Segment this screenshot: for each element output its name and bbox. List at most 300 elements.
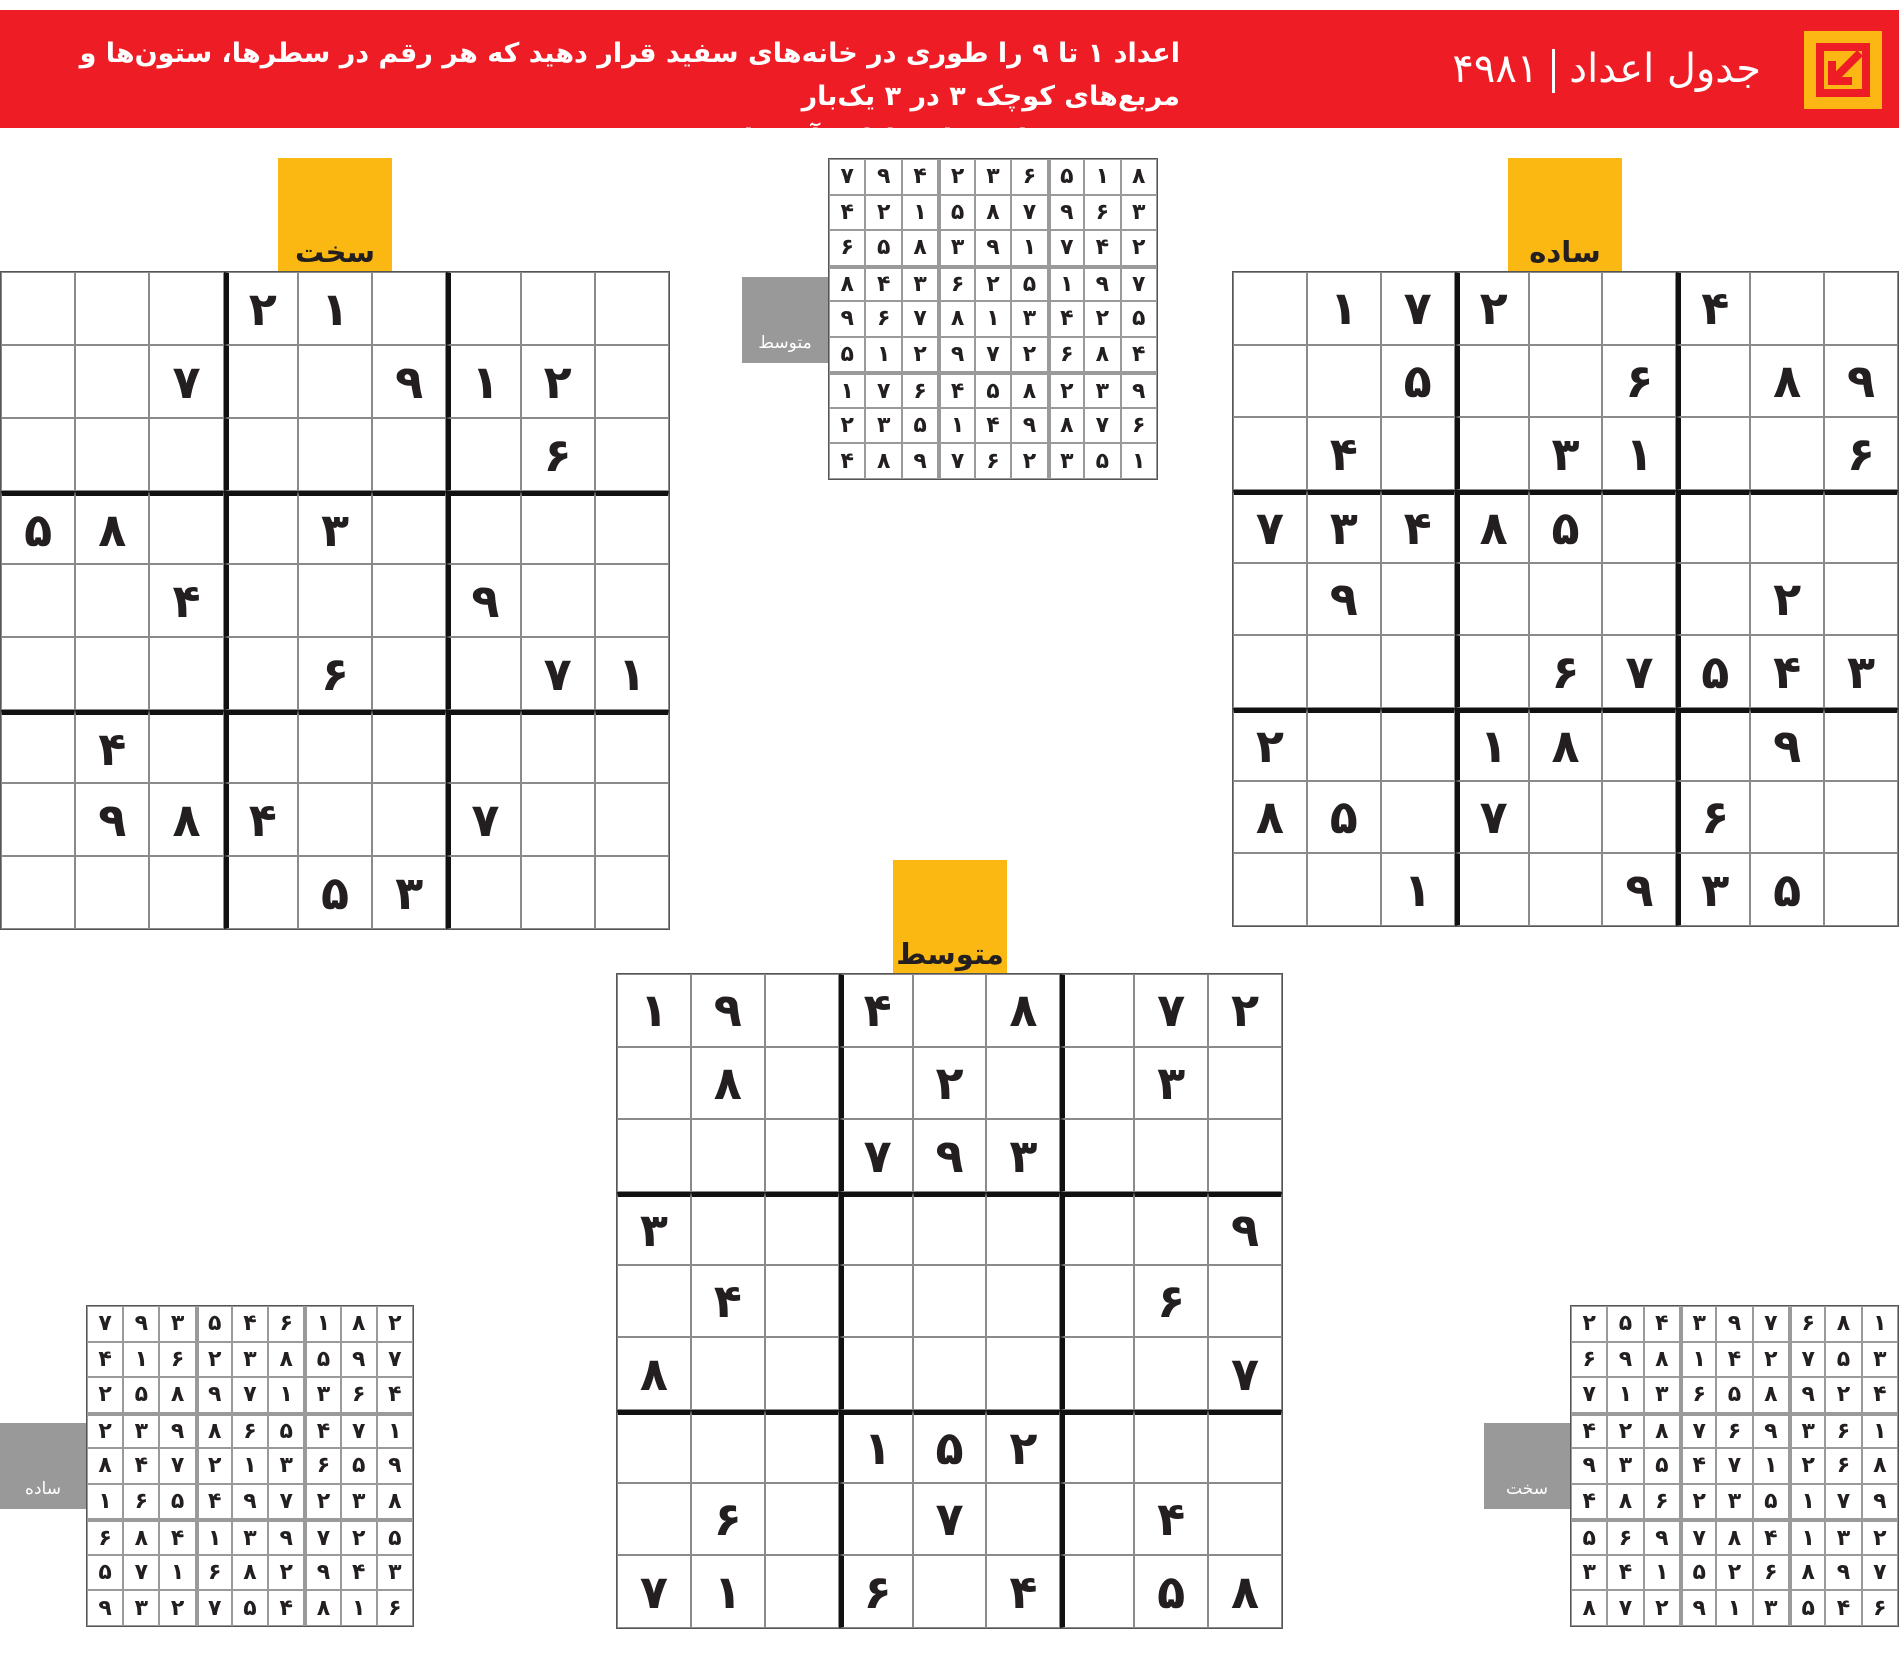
grid-cell: ۹ <box>1571 1448 1607 1484</box>
grid-cell <box>1060 1119 1134 1192</box>
medium-answer-label: متوسط <box>742 277 828 363</box>
grid-cell: ۶ <box>123 1484 159 1520</box>
grid-cell: ۲ <box>829 408 865 444</box>
grid-cell: ۶ <box>902 372 938 408</box>
grid-cell: ۳ <box>902 266 938 302</box>
grid-cell <box>913 1337 987 1410</box>
grid-cell <box>521 856 595 929</box>
grid-cell <box>1233 853 1307 926</box>
grid-cell: ۹ <box>232 1484 268 1520</box>
grid-cell: ۸ <box>986 974 1060 1047</box>
grid-cell: ۲ <box>1011 443 1047 479</box>
grid-cell: ۵ <box>1571 1519 1607 1555</box>
grid-cell: ۱ <box>839 1410 913 1483</box>
grid-cell <box>372 491 446 564</box>
easy-answer-label: ساده <box>0 1423 86 1509</box>
grid-cell <box>1307 853 1381 926</box>
grid-cell <box>298 345 372 418</box>
grid-cell: ۷ <box>268 1484 304 1520</box>
grid-cell: ۹ <box>1602 853 1676 926</box>
grid-cell <box>1824 272 1898 345</box>
grid-cell: ۹ <box>1208 1192 1282 1265</box>
grid-cell: ۷ <box>446 783 520 856</box>
grid-cell: ۳ <box>1716 1484 1752 1520</box>
grid-cell <box>521 491 595 564</box>
grid-cell <box>372 637 446 710</box>
grid-cell: ۷ <box>1048 230 1084 266</box>
grid-cell: ۴ <box>1644 1306 1680 1342</box>
grid-cell <box>1455 417 1529 490</box>
grid-cell: ۷ <box>829 159 865 195</box>
grid-cell: ۸ <box>75 491 149 564</box>
grid-cell: ۳ <box>1824 635 1898 708</box>
arrow-down-left-icon <box>1804 31 1882 109</box>
grid-cell <box>298 418 372 491</box>
grid-cell: ۹ <box>87 1590 123 1626</box>
grid-cell <box>691 1410 765 1483</box>
grid-cell: ۷ <box>341 1413 377 1449</box>
grid-cell: ۲ <box>1208 974 1282 1047</box>
grid-cell: ۷ <box>1134 974 1208 1047</box>
grid-cell: ۷ <box>149 345 223 418</box>
grid-cell: ۸ <box>123 1519 159 1555</box>
grid-cell <box>1529 781 1603 854</box>
grid-cell <box>1381 781 1455 854</box>
grid-cell <box>1208 1265 1282 1338</box>
grid-cell: ۷ <box>1602 635 1676 708</box>
grid-cell: ۹ <box>372 345 446 418</box>
grid-cell: ۷ <box>1680 1413 1716 1449</box>
section-title <box>1452 44 1761 94</box>
grid-cell: ۲ <box>87 1377 123 1413</box>
grid-cell: ۵ <box>1 491 75 564</box>
grid-cell <box>1602 563 1676 636</box>
grid-cell <box>617 1119 691 1192</box>
grid-cell: ۵ <box>902 408 938 444</box>
grid-cell: ۹ <box>1862 1484 1898 1520</box>
grid-cell <box>1060 1410 1134 1483</box>
grid-cell: ۲ <box>1750 563 1824 636</box>
grid-cell: ۶ <box>1825 1413 1861 1449</box>
grid-cell: ۷ <box>1680 1519 1716 1555</box>
hard-answer-label: سخت <box>1484 1423 1570 1509</box>
grid-cell <box>617 1265 691 1338</box>
grid-cell: ۱ <box>1789 1519 1825 1555</box>
grid-cell <box>691 1119 765 1192</box>
grid-cell <box>224 418 298 491</box>
grid-cell: ۹ <box>1644 1519 1680 1555</box>
title-divider <box>1552 49 1555 93</box>
grid-cell <box>521 710 595 783</box>
grid-cell: ۳ <box>232 1342 268 1378</box>
grid-cell: ۱ <box>1602 417 1676 490</box>
grid-cell: ۷ <box>159 1448 195 1484</box>
grid-cell: ۴ <box>986 1555 1060 1628</box>
grid-cell: ۷ <box>1716 1448 1752 1484</box>
grid-cell: ۷ <box>1607 1590 1643 1626</box>
grid-cell: ۹ <box>159 1413 195 1449</box>
grid-cell: ۷ <box>865 372 901 408</box>
grid-cell: ۸ <box>1862 1448 1898 1484</box>
grid-cell <box>1381 417 1455 490</box>
grid-cell: ۷ <box>1789 1342 1825 1378</box>
grid-cell: ۵ <box>865 230 901 266</box>
grid-cell: ۹ <box>1011 408 1047 444</box>
grid-cell: ۵ <box>123 1377 159 1413</box>
grid-cell: ۹ <box>902 443 938 479</box>
grid-cell: ۸ <box>829 266 865 302</box>
grid-cell <box>595 856 669 929</box>
grid-cell: ۳ <box>865 408 901 444</box>
grid-cell: ۶ <box>377 1590 413 1626</box>
grid-cell: ۹ <box>1825 1555 1861 1591</box>
grid-cell <box>839 1483 913 1556</box>
grid-cell <box>1381 563 1455 636</box>
grid-cell <box>1602 490 1676 563</box>
grid-cell: ۵ <box>196 1306 232 1342</box>
grid-cell: ۳ <box>1011 301 1047 337</box>
grid-cell <box>595 345 669 418</box>
grid-cell: ۹ <box>304 1555 340 1591</box>
grid-cell: ۷ <box>232 1377 268 1413</box>
grid-cell: ۶ <box>1529 635 1603 708</box>
grid-cell: ۵ <box>304 1342 340 1378</box>
grid-cell: ۶ <box>196 1555 232 1591</box>
grid-cell: ۱ <box>1753 1448 1789 1484</box>
grid-cell <box>839 1337 913 1410</box>
grid-cell <box>1060 1483 1134 1556</box>
grid-cell: ۵ <box>1381 345 1455 418</box>
grid-cell: ۲ <box>521 345 595 418</box>
grid-cell <box>224 637 298 710</box>
grid-cell: ۳ <box>1084 372 1120 408</box>
grid-cell: ۳ <box>304 1377 340 1413</box>
grid-cell: ۶ <box>691 1483 765 1556</box>
grid-cell <box>75 272 149 345</box>
grid-cell: ۶ <box>1789 1306 1825 1342</box>
grid-cell <box>1824 490 1898 563</box>
grid-cell <box>839 1265 913 1338</box>
grid-cell: ۴ <box>123 1448 159 1484</box>
grid-cell: ۱ <box>298 272 372 345</box>
grid-cell: ۶ <box>341 1377 377 1413</box>
grid-cell <box>1676 490 1750 563</box>
grid-cell <box>1529 272 1603 345</box>
grid-cell: ۷ <box>123 1555 159 1591</box>
grid-cell: ۶ <box>1716 1413 1752 1449</box>
grid-cell: ۴ <box>865 266 901 302</box>
grid-cell: ۲ <box>87 1413 123 1449</box>
grid-cell <box>1 564 75 637</box>
grid-cell: ۱ <box>196 1519 232 1555</box>
grid-cell <box>521 272 595 345</box>
grid-cell: ۲ <box>224 272 298 345</box>
grid-cell: ۶ <box>1084 195 1120 231</box>
grid-cell <box>1455 563 1529 636</box>
grid-cell <box>1750 272 1824 345</box>
grid-cell: ۳ <box>1571 1555 1607 1591</box>
grid-cell: ۵ <box>298 856 372 929</box>
grid-cell <box>149 272 223 345</box>
grid-cell: ۶ <box>839 1555 913 1628</box>
grid-cell: ۶ <box>1862 1590 1898 1626</box>
grid-cell: ۶ <box>159 1342 195 1378</box>
grid-cell <box>224 856 298 929</box>
grid-cell <box>765 1265 839 1338</box>
grid-cell <box>617 1047 691 1120</box>
grid-cell: ۳ <box>1307 490 1381 563</box>
grid-cell <box>1 345 75 418</box>
grid-cell <box>372 418 446 491</box>
grid-cell: ۸ <box>1644 1413 1680 1449</box>
grid-cell: ۵ <box>377 1519 413 1555</box>
grid-cell: ۷ <box>1121 266 1157 302</box>
grid-cell: ۱ <box>829 372 865 408</box>
grid-cell <box>446 637 520 710</box>
grid-cell <box>986 1192 1060 1265</box>
grid-cell: ۱ <box>691 1555 765 1628</box>
grid-cell: ۲ <box>975 266 1011 302</box>
grid-cell: ۸ <box>975 195 1011 231</box>
grid-cell: ۸ <box>1208 1555 1282 1628</box>
grid-cell <box>913 1192 987 1265</box>
grid-cell <box>1060 974 1134 1047</box>
grid-cell: ۴ <box>1750 635 1824 708</box>
grid-cell: ۷ <box>902 301 938 337</box>
grid-cell <box>1824 853 1898 926</box>
grid-cell: ۸ <box>149 783 223 856</box>
grid-cell: ۴ <box>1571 1484 1607 1520</box>
grid-cell <box>224 710 298 783</box>
grid-cell: ۷ <box>975 337 1011 373</box>
grid-cell: ۱ <box>1381 853 1455 926</box>
grid-cell: ۶ <box>232 1413 268 1449</box>
grid-cell: ۶ <box>865 301 901 337</box>
grid-cell <box>298 564 372 637</box>
grid-cell: ۳ <box>975 159 1011 195</box>
grid-cell: ۹ <box>1680 1590 1716 1626</box>
grid-cell <box>372 783 446 856</box>
grid-cell: ۷ <box>87 1306 123 1342</box>
grid-cell <box>765 1047 839 1120</box>
grid-cell: ۸ <box>1048 408 1084 444</box>
grid-cell <box>913 974 987 1047</box>
grid-cell: ۳ <box>1607 1448 1643 1484</box>
grid-cell <box>986 1265 1060 1338</box>
grid-cell: ۹ <box>1607 1342 1643 1378</box>
grid-cell: ۷ <box>521 637 595 710</box>
grid-cell: ۶ <box>1680 1377 1716 1413</box>
grid-cell: ۴ <box>902 159 938 195</box>
grid-cell: ۸ <box>1529 708 1603 781</box>
grid-cell <box>446 491 520 564</box>
grid-cell: ۵ <box>975 372 1011 408</box>
grid-cell: ۶ <box>829 230 865 266</box>
grid-cell: ۶ <box>1824 417 1898 490</box>
grid-cell: ۴ <box>1676 272 1750 345</box>
grid-cell <box>595 418 669 491</box>
grid-cell: ۳ <box>938 230 974 266</box>
grid-cell: ۲ <box>1862 1519 1898 1555</box>
grid-cell: ۱ <box>446 345 520 418</box>
grid-cell <box>372 272 446 345</box>
grid-cell: ۶ <box>1602 345 1676 418</box>
grid-cell <box>765 1410 839 1483</box>
grid-cell: ۷ <box>1455 781 1529 854</box>
grid-cell: ۱ <box>1862 1306 1898 1342</box>
grid-cell: ۶ <box>1753 1555 1789 1591</box>
grid-cell: ۸ <box>1455 490 1529 563</box>
grid-cell: ۹ <box>1824 345 1898 418</box>
grid-cell <box>1307 345 1381 418</box>
grid-cell: ۶ <box>1011 159 1047 195</box>
grid-cell: ۸ <box>87 1448 123 1484</box>
grid-cell: ۹ <box>196 1377 232 1413</box>
grid-cell <box>521 783 595 856</box>
grid-cell: ۶ <box>975 443 1011 479</box>
grid-cell <box>1455 635 1529 708</box>
grid-cell: ۱ <box>1789 1484 1825 1520</box>
grid-cell: ۵ <box>159 1484 195 1520</box>
hard-answer-grid <box>1570 1305 1899 1627</box>
grid-cell: ۲ <box>1048 372 1084 408</box>
grid-cell <box>1 418 75 491</box>
grid-cell <box>446 272 520 345</box>
grid-cell: ۲ <box>159 1590 195 1626</box>
grid-cell: ۶ <box>87 1519 123 1555</box>
grid-cell: ۵ <box>1307 781 1381 854</box>
grid-cell: ۳ <box>298 491 372 564</box>
grid-cell <box>372 564 446 637</box>
grid-cell: ۸ <box>865 443 901 479</box>
grid-cell <box>1 783 75 856</box>
grid-cell <box>1307 708 1381 781</box>
grid-cell: ۳ <box>232 1519 268 1555</box>
grid-cell: ۵ <box>1529 490 1603 563</box>
grid-cell: ۴ <box>1825 1590 1861 1626</box>
grid-cell: ۳ <box>1789 1413 1825 1449</box>
grid-cell: ۳ <box>617 1192 691 1265</box>
grid-cell <box>986 1337 1060 1410</box>
grid-cell <box>1455 345 1529 418</box>
grid-cell <box>986 1483 1060 1556</box>
grid-cell: ۴ <box>304 1413 340 1449</box>
grid-cell: ۵ <box>1680 1555 1716 1591</box>
grid-cell: ۴ <box>1571 1413 1607 1449</box>
grid-cell <box>765 1555 839 1628</box>
grid-cell <box>1676 708 1750 781</box>
grid-cell: ۱ <box>304 1306 340 1342</box>
grid-cell <box>1824 708 1898 781</box>
grid-cell: ۹ <box>341 1342 377 1378</box>
grid-cell <box>1233 417 1307 490</box>
grid-cell <box>224 491 298 564</box>
grid-cell <box>1134 1119 1208 1192</box>
grid-cell: ۱ <box>1716 1590 1752 1626</box>
grid-cell: ۹ <box>1121 372 1157 408</box>
grid-cell: ۵ <box>1607 1306 1643 1342</box>
grid-cell <box>1060 1265 1134 1338</box>
grid-cell: ۱ <box>268 1377 304 1413</box>
grid-cell: ۵ <box>1644 1448 1680 1484</box>
grid-cell: ۹ <box>268 1519 304 1555</box>
grid-cell: ۱ <box>159 1555 195 1591</box>
grid-cell <box>1750 490 1824 563</box>
grid-cell <box>1 637 75 710</box>
grid-cell: ۳ <box>1121 195 1157 231</box>
grid-cell: ۹ <box>1753 1413 1789 1449</box>
grid-cell: ۱ <box>1607 1377 1643 1413</box>
grid-cell: ۱ <box>975 301 1011 337</box>
grid-cell <box>765 1192 839 1265</box>
grid-cell: ۸ <box>691 1047 765 1120</box>
grid-cell <box>765 1337 839 1410</box>
medium-puzzle-label: متوسط <box>893 860 1007 973</box>
grid-cell: ۳ <box>1644 1377 1680 1413</box>
grid-cell: ۸ <box>1011 372 1047 408</box>
grid-cell: ۸ <box>1644 1342 1680 1378</box>
grid-cell <box>446 418 520 491</box>
instructions-text <box>20 32 1180 161</box>
grid-cell: ۷ <box>196 1590 232 1626</box>
grid-cell <box>1060 1337 1134 1410</box>
grid-cell: ۳ <box>159 1306 195 1342</box>
grid-cell: ۳ <box>123 1413 159 1449</box>
grid-cell <box>765 1119 839 1192</box>
grid-cell <box>986 1047 1060 1120</box>
grid-cell <box>149 637 223 710</box>
grid-cell <box>839 1192 913 1265</box>
grid-cell: ۵ <box>232 1590 268 1626</box>
grid-cell <box>1750 781 1824 854</box>
grid-cell: ۳ <box>1862 1342 1898 1378</box>
grid-cell: ۷ <box>617 1555 691 1628</box>
grid-cell: ۸ <box>196 1413 232 1449</box>
grid-cell: ۴ <box>975 408 1011 444</box>
grid-cell: ۱ <box>1121 443 1157 479</box>
grid-cell <box>75 856 149 929</box>
grid-cell: ۵ <box>1753 1484 1789 1520</box>
grid-cell <box>1233 345 1307 418</box>
easy-puzzle-label: ساده <box>1508 158 1622 271</box>
grid-cell: ۱ <box>123 1342 159 1378</box>
grid-cell <box>1602 272 1676 345</box>
grid-cell: ۴ <box>377 1377 413 1413</box>
grid-cell: ۵ <box>1716 1377 1752 1413</box>
grid-cell: ۸ <box>377 1484 413 1520</box>
grid-cell: ۳ <box>1529 417 1603 490</box>
grid-cell: ۳ <box>1048 443 1084 479</box>
title-text: جدول اعداد <box>1569 46 1761 92</box>
grid-cell <box>1134 1192 1208 1265</box>
grid-cell: ۲ <box>341 1519 377 1555</box>
grid-cell: ۴ <box>232 1306 268 1342</box>
grid-cell: ۱ <box>1862 1413 1898 1449</box>
grid-cell <box>1602 708 1676 781</box>
grid-cell <box>691 1192 765 1265</box>
grid-cell: ۸ <box>1121 159 1157 195</box>
grid-cell: ۲ <box>938 159 974 195</box>
grid-cell: ۷ <box>1381 272 1455 345</box>
grid-cell: ۸ <box>1750 345 1824 418</box>
grid-cell: ۲ <box>1607 1413 1643 1449</box>
grid-cell: ۹ <box>123 1306 159 1342</box>
grid-cell: ۴ <box>829 443 865 479</box>
grid-cell: ۴ <box>691 1265 765 1338</box>
grid-cell <box>913 1265 987 1338</box>
grid-cell: ۳ <box>1134 1047 1208 1120</box>
grid-cell: ۸ <box>902 230 938 266</box>
